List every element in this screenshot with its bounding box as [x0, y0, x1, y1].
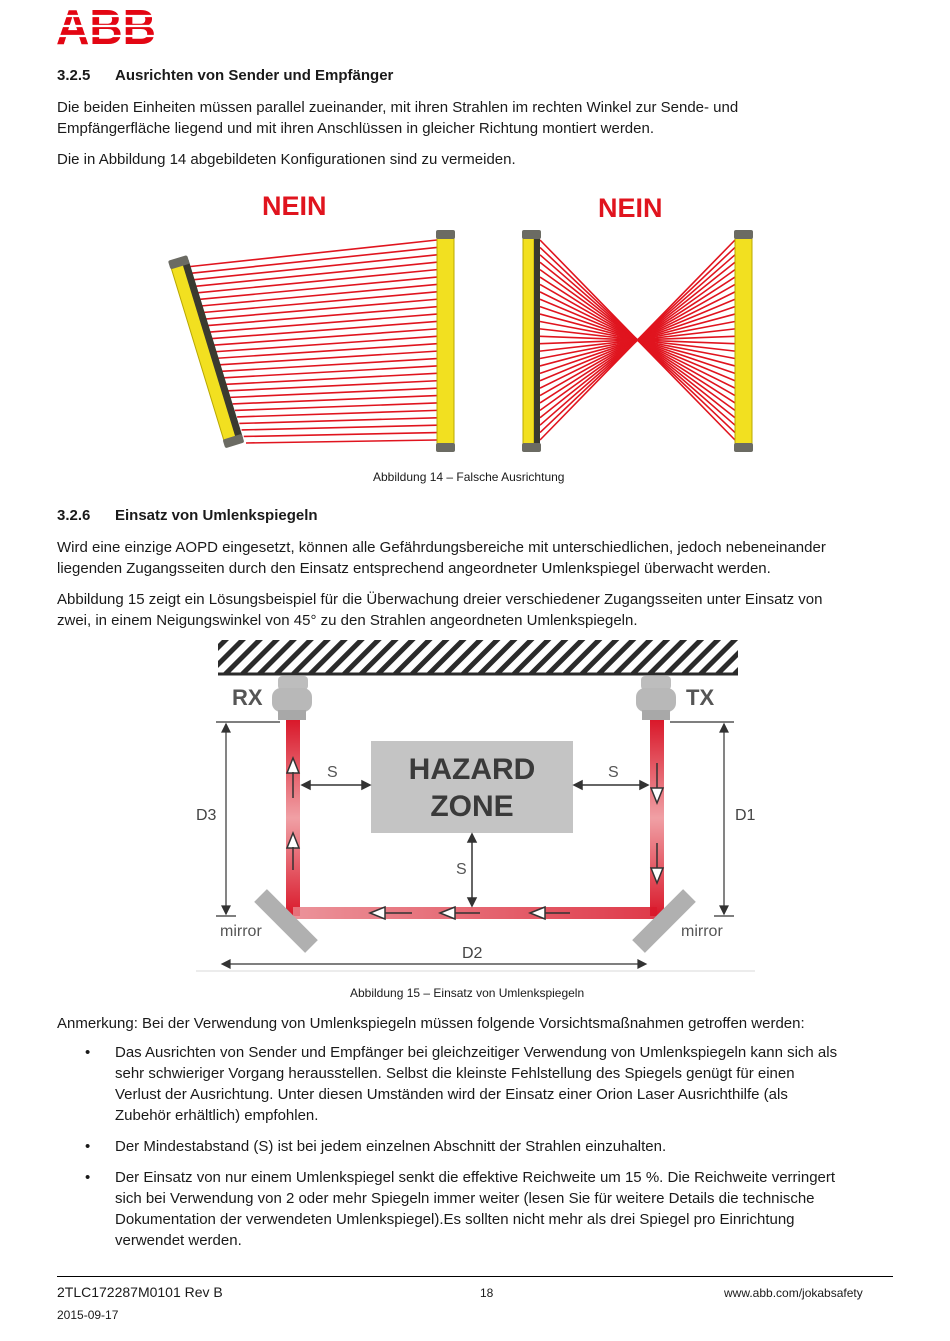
figure-14-label-left: NEIN [262, 191, 327, 221]
bullet-symbol: • [85, 1138, 91, 1155]
text-line: sich bei Verwendung von 2 oder mehr Spiegeln immer weiter (lesen Sie für weitere Details die technische [115, 1190, 815, 1207]
right-transmitter-light-curtain [522, 230, 541, 452]
tx-unit [636, 676, 676, 720]
list-item [57, 1042, 897, 1126]
d2-label: D2 [462, 945, 483, 962]
note-intro: Anmerkung: Bei der Verwendung von Umlenkspiegeln müssen folgende Vorsichtsmaßnahmen getroffen werden: [57, 1015, 805, 1032]
s-label-left: S [327, 764, 338, 781]
list-item [57, 1136, 897, 1157]
footer-doc-id: 2TLC172287M0101 Rev B [57, 1284, 223, 1300]
beam-line [239, 418, 437, 424]
beam-line [217, 344, 437, 359]
figure-15-deflection-mirrors [190, 638, 760, 974]
text-line: zwei, in einem Neigungswinkel von 45° zu den Strahlen angeordneten Umlenkspiegeln. [57, 612, 638, 629]
left-tilted-light-curtain [168, 255, 244, 448]
d1-label: D1 [735, 807, 756, 824]
text-line: Dokumentation der verwendeten Umlenkspiegel).Es sollten nicht mehr als drei Spiegel pro Einrichtung [115, 1211, 795, 1228]
text-line: Abbildung 15 zeigt ein Lösungsbeispiel für die Überwachung dreier verschiedener Zugangsseiten unter Einsatz von [57, 591, 823, 608]
beam-line [244, 433, 437, 437]
beam-right-vertical [650, 720, 664, 916]
figure-15-caption: Abbildung 15 – Einsatz von Umlenkspiegeln [350, 986, 585, 1000]
bullet-symbol: • [85, 1044, 91, 1061]
footer-date: 2015-09-17 [57, 1308, 119, 1322]
d3-label: D3 [196, 807, 217, 824]
text-line: verwendet werden. [115, 1232, 242, 1249]
section-3-2-5-paragraph-2: Die in Abbildung 14 abgebildeten Konfigurationen sind zu vermeiden. [57, 151, 516, 168]
beam-line [224, 366, 437, 378]
section-title: Ausrichten von Sender und Empfänger [115, 67, 394, 84]
rx-unit [272, 676, 312, 720]
beam-line [213, 329, 437, 345]
beam-line [242, 425, 437, 430]
text-line: Verlust der Ausrichtung. Unter diesen Umständen wird der Einsatz einer Orion Laser Ausrichthilfe (als [115, 1086, 788, 1103]
beam-line [195, 270, 437, 293]
figure-14-label-right: NEIN [598, 193, 663, 223]
bullet-symbol: • [85, 1169, 91, 1186]
beam-line [246, 440, 437, 443]
text-line: sehr schwieriger Vorgang herausstellen. Selbst die kleinste Fehlstellung des Spiegels genügt für einen [115, 1065, 795, 1082]
rx-label: RX [232, 685, 263, 710]
list-item [57, 1167, 897, 1251]
beam-left-vertical [286, 720, 300, 916]
beam-line [235, 403, 437, 410]
section-3-2-5-paragraph-1 [57, 97, 897, 139]
mirror-left-label: mirror [220, 923, 262, 940]
figure-14-right-beams [540, 240, 735, 440]
beam-line [215, 336, 437, 351]
figure-14-caption: Abbildung 14 – Falsche Ausrichtung [373, 470, 565, 484]
right-receiver-light-curtain [734, 230, 753, 452]
beam-line [237, 410, 437, 417]
text-line: Der Einsatz von nur einem Umlenkspiegel senkt die effektive Reichweite um 15 %. Die Reichweite verringert [115, 1169, 836, 1186]
ceiling-hatch [218, 640, 738, 674]
text-line: Der Mindestabstand (S) ist bei jedem einzelnen Abschnitt der Strahlen einzuhalten. [115, 1138, 667, 1155]
note-bullet-list [57, 1042, 897, 1261]
footer-url[interactable]: www.abb.com/jokabsafety [724, 1286, 863, 1300]
s-label-right: S [608, 764, 619, 781]
footer-page-number: 18 [480, 1286, 494, 1300]
beam-line [190, 255, 437, 280]
section-title: Einsatz von Umlenkspiegeln [115, 507, 318, 524]
text-line: Zubehör erhältlich) empfohlen. [115, 1107, 319, 1124]
svg-text:ABB: ABB [56, 4, 156, 46]
text-line: Das Ausrichten von Sender und Empfänger bei gleichzeitiger Verwendung von Umlenkspiegeln kann sich als [115, 1044, 838, 1061]
left-receiver-light-curtain [436, 230, 455, 452]
section-number: 3.2.6 [57, 507, 91, 524]
text-line: liegenden Zugangsseiten durch den Einsatz entsprechend angeordneter Umlenkspiegel überwacht werden. [57, 560, 771, 577]
text-line: Empfängerfläche liegend und mit ihren Anschlüssen in gleicher Richtung montiert werden. [57, 120, 655, 137]
tx-label: TX [686, 685, 715, 710]
hazard-label-line1: HAZARD [408, 753, 536, 786]
beam-line [186, 240, 437, 267]
abb-logo [56, 4, 156, 46]
hazard-label-line2: ZONE [430, 790, 514, 823]
beam-line [219, 351, 437, 365]
text-line: Die beiden Einheiten müssen parallel zueinander, mit ihren Strahlen im rechten Winkel zur Sende- und [57, 99, 739, 116]
text-line: Wird eine einzige AOPD eingesetzt, können alle Gefährdungsbereiche mit unterschiedlichen, jedoch nebeneinander [57, 539, 826, 556]
s-label-bottom: S [456, 861, 467, 878]
section-number: 3.2.5 [57, 67, 91, 84]
section-3-2-6-paragraph-2 [57, 589, 897, 631]
beam-line [188, 247, 437, 273]
footer-divider [57, 1276, 893, 1277]
mirror-right-label: mirror [681, 923, 723, 940]
figure-14-misalignment [160, 185, 760, 460]
beam-line [222, 359, 437, 372]
beam-line [233, 396, 437, 404]
section-3-2-6-paragraph-1 [57, 537, 897, 579]
beam-line [193, 262, 437, 286]
